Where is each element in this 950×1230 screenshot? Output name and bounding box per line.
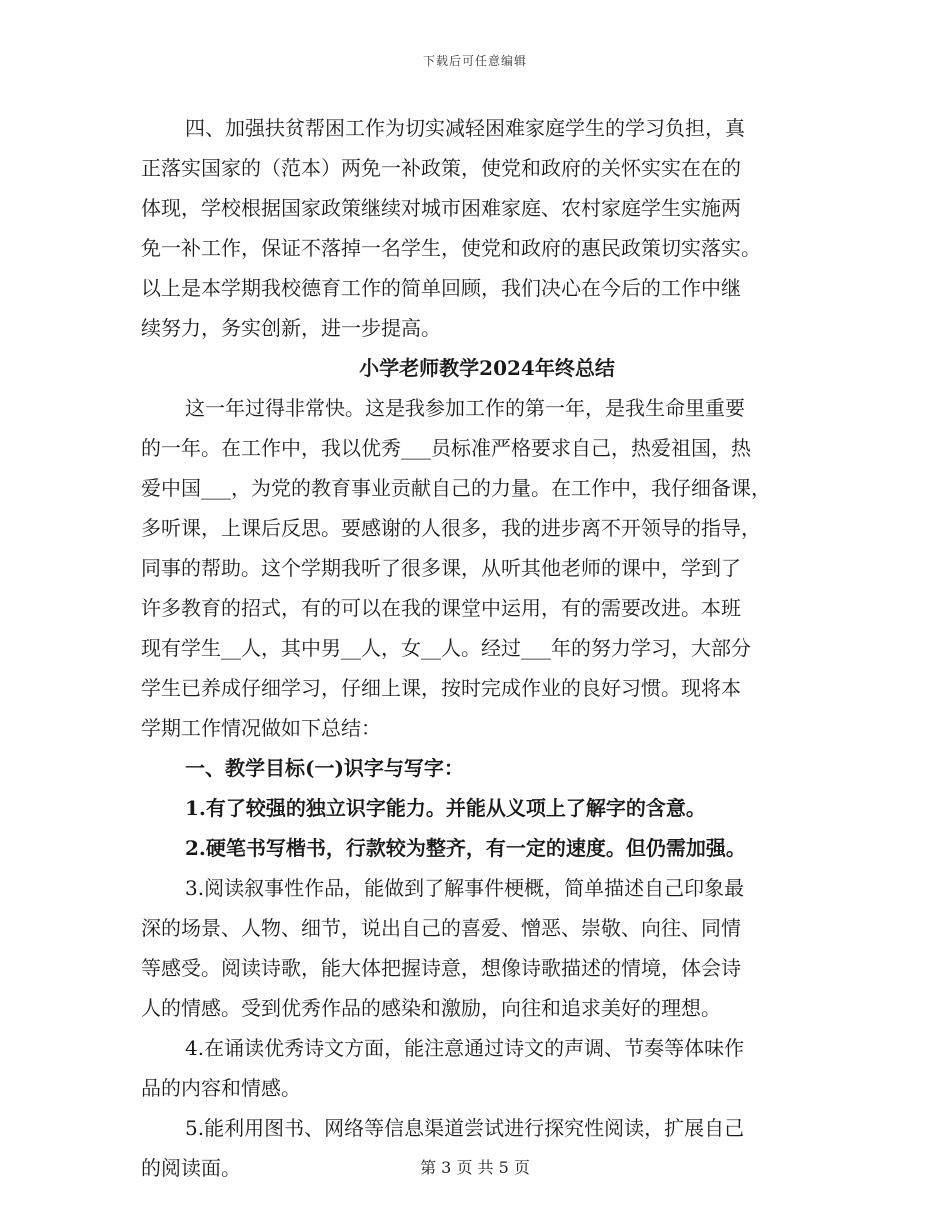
- article-title: 小学老师教学2024年终总结: [359, 356, 615, 380]
- paragraph-line: 以上是本学期我校德育工作的简单回顾，我们决心在今后的工作中继: [141, 276, 741, 300]
- paragraph-line: 学生已养成仔细学习，仔细上课，按时完成作业的良好习惯。现将本: [141, 676, 741, 700]
- paragraph-line: 许多教育的招式，有的可以在我的课堂中运用，有的需要改进。本班: [141, 596, 741, 620]
- paragraph-line: 续努力，务实创新，进一步提高。: [141, 316, 441, 340]
- list-item-4: [141, 1028, 813, 1108]
- paragraph-line: 人的情感。受到优秀作品的感染和激励，向往和追求美好的理想。: [141, 996, 721, 1020]
- document-body: [141, 108, 813, 1188]
- paragraph-line: 同事的帮助。这个学期我听了很多课，从听其他老师的课中，学到了: [141, 556, 741, 580]
- list-item-3: [141, 868, 813, 1028]
- intro-paragraph: [141, 388, 813, 748]
- bold-list-item: 2.硬笔书写楷书，行款较为整齐，有一定的速度。但仍需加强。: [185, 836, 746, 860]
- section-heading: 一、教学目标(一)识字与写字：: [185, 756, 464, 780]
- bold-list-item: 1.有了较强的独立识字能力。并能从义项上了解字的含意。: [185, 796, 706, 820]
- paragraph-line: 免一补工作，保证不落掉一名学生，使党和政府的惠民政策切实落实。: [141, 236, 761, 260]
- paragraph-line: 现有学生__人，其中男__人，女__人。经过___年的努力学习，大部分: [141, 636, 751, 660]
- paragraph-line: 正落实国家的（范本）两免一补政策，使党和政府的关怀实实在在的: [141, 156, 741, 180]
- paragraph-line: 学期工作情况做如下总结：: [141, 716, 381, 740]
- paragraph-line: 四、加强扶贫帮困工作为切实减轻困难家庭学生的学习负担，真: [185, 116, 745, 140]
- paragraph-line: 4.在诵读优秀诗文方面，能注意通过诗文的声调、节奏等体味作: [185, 1036, 745, 1060]
- page-footer: 第 3 页 共 5 页: [420, 1158, 530, 1177]
- page-header: 下载后可任意编辑: [422, 54, 527, 68]
- paragraph-line: 爱中国___，为党的教育事业贡献自己的力量。在工作中，我仔细备课，: [141, 476, 771, 500]
- paragraph-line: 体现，学校根据国家政策继续对城市困难家庭、农村家庭学生实施两: [141, 196, 741, 220]
- previous-section-paragraph: [141, 108, 813, 348]
- paragraph-line: 的阅读面。: [141, 1156, 241, 1180]
- paragraph-line: 这一年过得非常快。这是我参加工作的第一年，是我生命里重要: [185, 396, 745, 420]
- paragraph-line: 品的内容和情感。: [141, 1076, 301, 1100]
- paragraph-line: 等感受。阅读诗歌，能大体把握诗意，想像诗歌描述的情境，体会诗: [141, 956, 741, 980]
- paragraph-line: 深的场景、人物、细节，说出自己的喜爱、憎恶、崇敬、向往、同情: [141, 916, 741, 940]
- paragraph-line: 的一年。在工作中，我以优秀___员标准严格要求自己，热爱祖国，热: [141, 436, 751, 460]
- paragraph-line: 3.阅读叙事性作品，能做到了解事件梗概，简单描述自己印象最: [185, 876, 745, 900]
- paragraph-line: 多听课，上课后反思。要感谢的人很多，我的进步离不开领导的指导，: [141, 516, 761, 540]
- paragraph-line: 5.能利用图书、网络等信息渠道尝试进行探究性阅读，扩展自己: [185, 1116, 745, 1140]
